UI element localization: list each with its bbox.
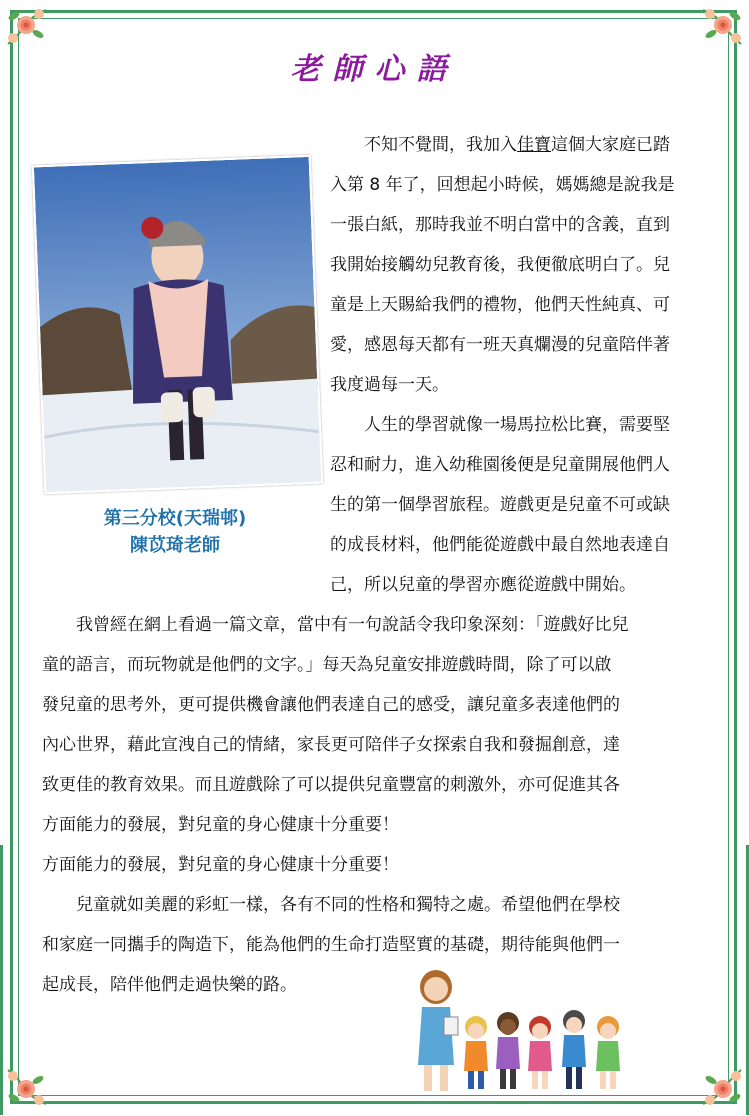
intro-line: 愛，感恩每天都有一班天真爛漫的兒童陪伴著 xyxy=(330,335,670,355)
intro-line: 人生的學習就像一場馬拉松比賽，需要堅 xyxy=(330,415,670,435)
intro-line: 忍和耐力，進入幼稚園後便是兒童開展他們人 xyxy=(330,455,670,475)
body-line: 兒童就如美麗的彩虹一樣，各有不同的性格和獨特之處。希望他們在學校 xyxy=(42,895,620,915)
intro-line: 我開始接觸幼兒教育後，我便徹底明白了。兒 xyxy=(330,255,670,275)
body-line: 內心世界，藉此宣洩自己的情緒，家長更可陪伴子女探索自我和發掘創意，達 xyxy=(42,735,620,755)
body-line: 童的語言，而玩物就是他們的文字。」每天為兒童安排遊戲時間，除了可以啟 xyxy=(42,655,612,675)
photo-caption xyxy=(40,505,310,559)
body-line: 方面能力的發展，對兒童的身心健康十分重要！ xyxy=(42,855,399,875)
intro-line: 一張白紙，那時我並不明白當中的含義，直到 xyxy=(330,215,670,235)
page-title: 老師心語 xyxy=(290,52,459,87)
body-line: 致更佳的教育效果。而且遊戲除了可以提供兒童豐富的刺激外，亦可促進其各 xyxy=(42,775,620,795)
intro-line: 生的第一個學習旅程。遊戲更是兒童不可或缺 xyxy=(330,495,670,515)
teacher-photo xyxy=(32,155,323,494)
body-line: 發兒童的思考外，更可提供機會讓他們表達自己的感受，讓兒童多表達他們的 xyxy=(42,695,620,715)
body-line: 起成長，陪伴他們走過快樂的路。 xyxy=(42,975,297,995)
body-line: 我曾經在網上看過一篇文章，當中有一句說話令我印象深刻：「遊戲好比兒 xyxy=(42,615,629,635)
rose-corner-icon xyxy=(4,1064,50,1110)
caption-school: 第三分校(天瑞邨) xyxy=(103,508,247,529)
body-line: 方面能力的發展，對兒童的身心健康十分重要！ xyxy=(42,815,399,835)
intro-line: 入第 8 年了，回想起小時候，媽媽總是說我是 xyxy=(330,175,675,195)
intro-line-tail: 這個大家庭已踏 xyxy=(551,135,670,155)
rose-corner-icon xyxy=(699,1064,745,1110)
intro-line: 童是上天賜給我們的禮物，他們天性純真、可 xyxy=(330,295,670,315)
intro-line: 己，所以兒童的學習亦應從遊戲中開始。 xyxy=(330,575,636,595)
intro-line: 的成長材料，他們能從遊戲中最自然地表達自 xyxy=(330,535,670,555)
intro-line xyxy=(330,135,670,155)
intro-line: 我度過每一天。 xyxy=(330,375,449,395)
caption-teacher: 陳苡琦老師 xyxy=(130,535,220,556)
teacher-children-illustration xyxy=(408,965,668,1095)
intro-line-text: 不知不覺間，我加入 xyxy=(330,135,517,155)
left-edge-mark xyxy=(0,845,3,1115)
kindergarten-name: 佳寶 xyxy=(517,135,551,155)
body-line: 和家庭一同攜手的陶造下，能為他們的生命打造堅實的基礎，期待能與他們一 xyxy=(42,935,620,955)
